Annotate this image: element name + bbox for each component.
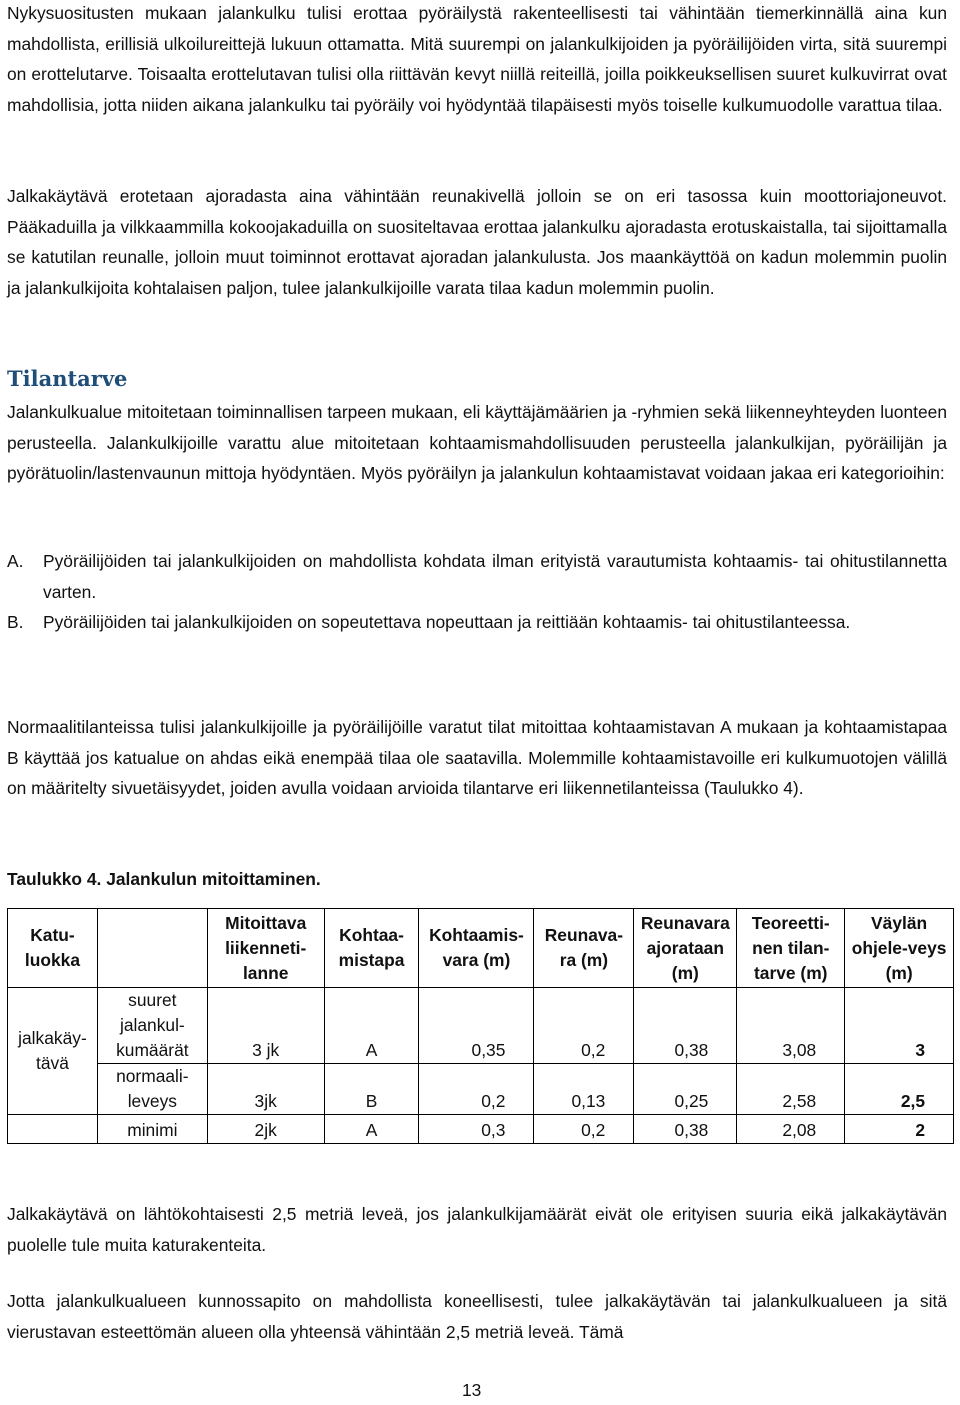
- table-header: Reunavara ajorataan (m): [634, 909, 737, 988]
- table-cell: minimi: [97, 1115, 207, 1144]
- list-item: [7, 546, 947, 607]
- table-caption: Taulukko 4. Jalankulun mitoittaminen.: [7, 869, 321, 889]
- paragraph-sidewalk: Jalkakäytävä erotetaan ajoradasta aina vähintään reunakivellä jolloin se on eri tasossa kuin moottoriajoneuvot. Pääkaduilla ja vilkkaammilla kokoojakaduilla on suositeltavaa erottaa jalankulku ajoradasta erotuskaistalla, tai sijoittamalla se katutilan reunalle, jolloin muut toiminnot erottavat ajoradan jalankulusta. Jos maankäyttöä on kadun molemmin puolin ja jalankulkijoita kohtalaisen paljon, tulee jalankulkijoille varata tilaa kadun molemmin puolin.: [7, 186, 947, 298]
- paragraph-separation: Nykysuositusten mukaan jalankulku tulisi erottaa pyöräilystä rakenteellisesti tai vähintään tiemerkinnällä aina kun mahdollista, erillisiä ulkoilureittejä lukuun ottamatta. Mitä suurempi on jalankulkijoiden ja pyöräilijöiden virta, sitä suurempi on erottelutarve. Toisaalta erottelutavan tulisi olla riittävän kevyt niillä reiteillä, joilla poikkeuksellisen suuret kulkuvirrat ovat mahdollisia, jotta niiden aikana jalankulku tai pyöräily voi hyödyntää tilapäisesti myös toiselle kulkumuodolle varattua tilaa.: [7, 3, 947, 115]
- table-cell: A: [324, 988, 419, 1064]
- paragraph-width: Jalkakäytävä on lähtökohtaisesti 2,5 metriä leveä, jos jalankulkijamäärät eivät ole erityisen suuria eikä jalkakäytävän puolelle tule muita katurakenteita.: [7, 1204, 947, 1255]
- table-cell: 2,58: [737, 1064, 845, 1115]
- list-text: Pyöräilijöiden tai jalankulkijoiden on sopeutettava nopeuttaan ja reittiään kohtaamis- tai ohitustilanteessa.: [43, 612, 851, 633]
- table-row: [8, 1064, 954, 1115]
- table-row: [8, 988, 954, 1064]
- table-cell: 3,08: [737, 988, 845, 1064]
- table-cell: [8, 1115, 98, 1144]
- section-heading: Tilantarve: [7, 366, 128, 391]
- table-cell: 0,25: [634, 1064, 737, 1115]
- list-item: [7, 607, 947, 638]
- list-text: Pyöräilijöiden tai jalankulkijoiden on mahdollista kohdata ilman erityistä varautumista kohtaamis- tai ohitustilannetta varten.: [43, 551, 947, 602]
- table-cell: 0,38: [634, 988, 737, 1064]
- table-header: Teoreetti-nen tilan-tarve (m): [737, 909, 845, 988]
- table-cell: 3: [845, 988, 954, 1064]
- table-cell: A: [324, 1115, 419, 1144]
- table-header: Reunava-ra (m): [534, 909, 634, 988]
- paragraph-maintenance: Jotta jalankulkualueen kunnossapito on mahdollista koneellisesti, tulee jalkakäytävän tai jalankulkualueen ja sitä vierustavan esteettömän alueen olla yhteensä vähintään 2,5 metriä leveä. Tämä: [7, 1291, 947, 1342]
- table-cell: 0,3: [419, 1115, 534, 1144]
- table-row: [8, 1115, 954, 1144]
- table-cell: 2,5: [845, 1064, 954, 1115]
- list-marker: B.: [7, 612, 24, 633]
- paragraph-normal-situations: Normaalitilanteissa tulisi jalankulkijoille ja pyöräilijöille varatut tilat mitoittaa kohtaamistavan A mukaan ja kohtaamistapaa B käyttää jos katualue on ahdas eikä enempää tilaa ole saatavilla. Molemmille kohtaamistavoille eri kulkumuotojen välillä on määritelty sivuetäisyydet, joiden avulla voidaan arvioida tilantarve eri liikennetilanteissa (Taulukko 4).: [7, 717, 947, 799]
- paragraph-dimensioning: Jalankulkualue mitoitetaan toiminnallisen tarpeen mukaan, eli käyttäjämäärien ja -ryhmien sekä liikenneyhteyden luonteen perusteella. Jalankulkijoille varattu alue mitoitetaan kohtaamismahdollisuuden perusteella jalankulkijan, pyöräilijän ja pyörätuolin/lastenvaunun mittoja hyödyntäen. Myös pyöräilyn ja jalankulun kohtaamistavat voidaan jakaa eri kategorioihin:: [7, 402, 947, 484]
- page-number: 13: [462, 1380, 482, 1400]
- table-header-row: [8, 909, 954, 988]
- table-header: [97, 909, 207, 988]
- table-cell: 2: [845, 1115, 954, 1144]
- category-list: [7, 546, 947, 638]
- table-cell: 0,38: [634, 1115, 737, 1144]
- table-header: Mitoittava liikenneti-lanne: [207, 909, 324, 988]
- table-cell: 0,2: [534, 988, 634, 1064]
- dimension-table: [7, 908, 954, 1144]
- table-cell: 0,2: [419, 1064, 534, 1115]
- table-cell: B: [324, 1064, 419, 1115]
- table-cell: 2,08: [737, 1115, 845, 1144]
- table-cell: 0,13: [534, 1064, 634, 1115]
- table-cell: 3 jk: [207, 988, 324, 1064]
- table-header: Katu-luokka: [8, 909, 98, 988]
- table-cell-category: jalkakäy-tävä: [8, 988, 98, 1115]
- table-cell: 3jk: [207, 1064, 324, 1115]
- table-cell: 0,35: [419, 988, 534, 1064]
- table-header: Väylän ohjele-veys (m): [845, 909, 954, 988]
- table-cell: suuret jalankul-kumäärät: [97, 988, 207, 1064]
- list-marker: A.: [7, 551, 24, 571]
- table-header: Kohtaamis-vara (m): [419, 909, 534, 988]
- table-cell: 0,2: [534, 1115, 634, 1144]
- table-cell: normaali-leveys: [97, 1064, 207, 1115]
- table-cell: 2jk: [207, 1115, 324, 1144]
- table-header: Kohtaa-mistapa: [324, 909, 419, 988]
